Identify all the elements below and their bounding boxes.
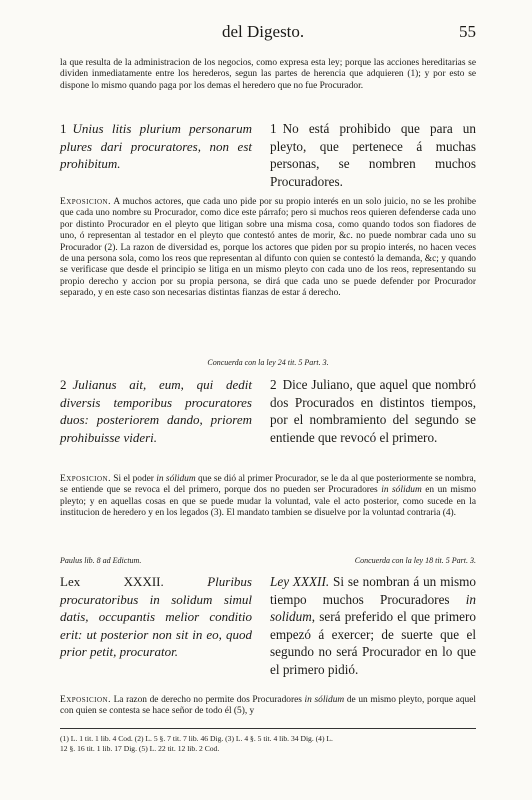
source-citation: Paulus lib. 8 ad Edictum. <box>60 556 142 565</box>
law-2-latin-text: Julianus ait, eum, qui dedit diversis temporibus procuratores duos: posteriorem dando, priorem prohibuisse videri. <box>60 377 252 445</box>
footnote-line-1: (1) L. 1 tit. 1 lib. 4 Cod. (2) L. 5 §. 7 tit. 7 lib. 46 Dig. (3) L. 4 §. 5 tit. 4 lib. 34 Dig. (4) L. <box>60 734 333 743</box>
law-3-row <box>60 573 476 678</box>
law-3-spanish-term: in solidum <box>270 591 476 624</box>
law-3-latin-text: Pluribus procuratoribus in solidum simul datis, occupantis melior conditio erit: ut posterior non sit in eo, quod prior petit, procurator. <box>60 574 252 659</box>
running-header <box>0 10 532 50</box>
law-2-latin <box>60 376 252 446</box>
exposition-2-term-b: in sólidum <box>381 485 422 496</box>
footnote-line-2: 12 §. 16 tit. 1 lib. 17 Dig. (5) L. 22 tit. 12 lib. 2 Cod. <box>60 744 220 753</box>
law-2-row <box>60 376 476 446</box>
exposition-1 <box>60 197 476 300</box>
law-1-latin <box>60 120 252 190</box>
law-1-spanish-number: 1 <box>270 121 277 136</box>
exposition-3-text-b: de un mismo pleyto, porque aquel con quien se contesta se hace señor de todo él (5), y <box>60 695 476 717</box>
exposition-2 <box>60 474 476 520</box>
law-2-spanish <box>270 376 476 446</box>
law-2-latin-number: 2 <box>60 377 67 392</box>
law-3-latin <box>60 573 252 678</box>
law-2-spanish-text: Dice Juliano, que aquel que nombró dos Procurados en distintos tiempos, por el nombramiento del segundo se entiende que revocó el primero. <box>270 377 476 445</box>
law-1-latin-text: Unius litis plurium personarum plures dari procuratores, non est prohibitum. <box>60 121 252 171</box>
law-2-spanish-number: 2 <box>270 377 277 392</box>
footnotes <box>60 734 476 754</box>
exposition-3-text-a: La razon de derecho no permite dos Procuradores <box>113 695 302 705</box>
running-title: del Digesto. <box>222 22 305 41</box>
exposition-3-label: Exposicion. <box>60 695 111 705</box>
law-1-latin-number: 1 <box>60 121 67 136</box>
law-1-spanish <box>270 120 476 190</box>
law-3-spanish-text-b: , será preferido el que primero empezó á exercer; de suerte que el segundo no será Procurador en lo que el primero pidió. <box>270 609 476 677</box>
law-3-spanish-text-a: Si se nombran á un mismo tiempo muchos Procuradores <box>270 574 476 607</box>
law-3-spanish <box>270 573 476 678</box>
exposition-3-term: in sólidum <box>304 695 345 705</box>
page-number: 55 <box>459 22 476 41</box>
concordance-2-row <box>60 556 476 565</box>
intro-paragraph: la que resulta de la administracion de los negocios, como expresa esta ley; porque las acciones hereditarias se dividen inmediatamente entre los herederos, segun las partes de herencia que adquieren (1); y por esto se dispone lo mismo quando paga por los demas el heredero que no fue Procurador. <box>60 58 476 91</box>
exposition-2-label: Exposicion. <box>60 474 111 484</box>
law-1-row <box>60 120 476 190</box>
exposition-1-label: Exposicion. <box>60 197 111 207</box>
exposition-1-text: A muchos actores, que cada uno pide por su propio interés en un solo juicio, no se les prohibe que cada uno nombre su Procurador, como dice este párrafo; pero si muchos reos quieren defenderse cada uno por distinto Procurador en el pleyto que litigan sobre una misma cosa, como quando todos son fiadores de uno, ó representan al testador en el pleyto que contestó antes de morir, &c. no puede nombrar cada uno su Procurador (2). La razon de diversidad es, porque los actores que piden por su propio interés, no hacen veces de una persona sola, como los reos que representan al difunto con quien se contestó la demanda, &c; y quando se verificase que desde el principio se litiga en un mismo pleyto con cada uno de los reos, representando su propio derecho y accion por su propia persona, se dirá que cada uno se puede defender por Procurador separado, y en este caso son necesarias distintas fianzas de estar á derecho. <box>60 197 477 299</box>
law-1-spanish-text: No está prohibido que para un pleyto, que pertenece á muchas personas, se nombren muchos Procuradores. <box>270 121 476 189</box>
concordance-2: Concuerda con la ley 18 tit. 5 Part. 3. <box>354 556 476 565</box>
exposition-2-text-b: que se dió al primer Procurador, se le da al que posteriormente se nombra, se entiende que se revoca el del primero, porque dos no pueden ser Procuradores <box>60 474 477 496</box>
law-3-latin-heading: Lex XXXII. <box>60 574 164 589</box>
concordance-1: Concuerda con la ley 24 tit. 5 Part. 3. <box>207 358 329 367</box>
exposition-2-text-c: en un mismo pleyto; y en aquellas cosas en que se puede mudar la voluntad, vale el acto posterior, como sucede en la institucion de heredero y en los legados (3). El mandato tambien se disuelve por la voluntad contraria (4). <box>60 485 477 519</box>
exposition-3 <box>60 695 476 718</box>
exposition-2-text-a: Si el poder <box>113 474 154 484</box>
law-3-spanish-heading: Ley XXXII. <box>270 574 330 589</box>
exposition-2-term-a: in sólidum <box>156 474 196 484</box>
footnote-separator <box>60 728 476 729</box>
